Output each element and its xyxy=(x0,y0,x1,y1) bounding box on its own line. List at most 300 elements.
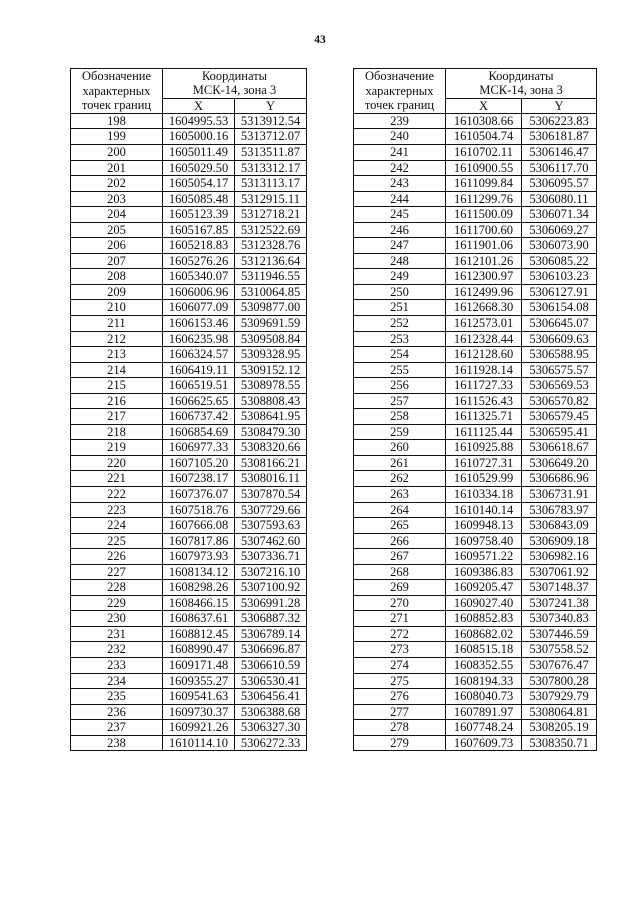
table-row xyxy=(71,176,307,192)
x-coordinate: 1612328.44 xyxy=(446,331,522,347)
y-coordinate: 5308064.81 xyxy=(522,704,597,720)
table-row xyxy=(71,362,307,378)
point-number: 235 xyxy=(71,689,163,705)
point-number: 205 xyxy=(71,222,163,238)
y-coordinate: 5310064.85 xyxy=(235,284,307,300)
y-coordinate: 5313511.87 xyxy=(235,144,307,160)
table-row xyxy=(354,549,597,565)
table-row xyxy=(354,347,597,363)
point-number: 269 xyxy=(354,580,446,596)
y-coordinate: 5309328.95 xyxy=(235,347,307,363)
header-x: X xyxy=(446,98,522,113)
header-point-label: Обозначение xyxy=(354,69,446,84)
table-row xyxy=(354,176,597,192)
header-y: Y xyxy=(522,98,597,113)
x-coordinate: 1608990.47 xyxy=(163,642,235,658)
y-coordinate: 5306789.14 xyxy=(235,626,307,642)
point-number: 247 xyxy=(354,238,446,254)
table-row xyxy=(71,129,307,145)
point-number: 263 xyxy=(354,487,446,503)
x-coordinate: 1612499.96 xyxy=(446,284,522,300)
y-coordinate: 5306843.09 xyxy=(522,518,597,534)
point-number: 231 xyxy=(71,626,163,642)
y-coordinate: 5306991.28 xyxy=(235,595,307,611)
x-coordinate: 1607748.24 xyxy=(446,720,522,736)
table-row xyxy=(354,518,597,534)
x-coordinate: 1605340.07 xyxy=(163,269,235,285)
point-number: 216 xyxy=(71,393,163,409)
y-coordinate: 5307558.52 xyxy=(522,642,597,658)
point-number: 239 xyxy=(354,113,446,129)
x-coordinate: 1612300.97 xyxy=(446,269,522,285)
y-coordinate: 5306080.11 xyxy=(522,191,597,207)
x-coordinate: 1609171.48 xyxy=(163,658,235,674)
x-coordinate: 1606324.57 xyxy=(163,347,235,363)
x-coordinate: 1611901.06 xyxy=(446,238,522,254)
table-row xyxy=(354,689,597,705)
y-coordinate: 5306686.96 xyxy=(522,471,597,487)
y-coordinate: 5312522.69 xyxy=(235,222,307,238)
y-coordinate: 5313712.07 xyxy=(235,129,307,145)
x-coordinate: 1608194.33 xyxy=(446,673,522,689)
x-coordinate: 1607376.07 xyxy=(163,487,235,503)
y-coordinate: 5306610.59 xyxy=(235,658,307,674)
x-coordinate: 1607105.20 xyxy=(163,455,235,471)
table-row xyxy=(71,642,307,658)
y-coordinate: 5308205.19 xyxy=(522,720,597,736)
y-coordinate: 5306645.07 xyxy=(522,316,597,332)
x-coordinate: 1609948.13 xyxy=(446,518,522,534)
table-row xyxy=(71,502,307,518)
x-coordinate: 1609730.37 xyxy=(163,704,235,720)
y-coordinate: 5306103.23 xyxy=(522,269,597,285)
x-coordinate: 1610308.66 xyxy=(446,113,522,129)
table-row xyxy=(71,347,307,363)
table-row xyxy=(71,207,307,223)
point-number: 218 xyxy=(71,424,163,440)
x-coordinate: 1609571.22 xyxy=(446,549,522,565)
x-coordinate: 1605011.49 xyxy=(163,144,235,160)
y-coordinate: 5306388.68 xyxy=(235,704,307,720)
y-coordinate: 5306569.53 xyxy=(522,378,597,394)
header-y: Y xyxy=(235,98,307,113)
y-coordinate: 5308350.71 xyxy=(522,735,597,751)
table-row xyxy=(354,316,597,332)
point-number: 268 xyxy=(354,564,446,580)
y-coordinate: 5306609.63 xyxy=(522,331,597,347)
table-row xyxy=(354,160,597,176)
table-body-right xyxy=(354,113,597,750)
point-number: 259 xyxy=(354,424,446,440)
table-row xyxy=(354,658,597,674)
y-coordinate: 5306595.41 xyxy=(522,424,597,440)
y-coordinate: 5306327.30 xyxy=(235,720,307,736)
header-point-label: Обозначение xyxy=(71,69,163,84)
x-coordinate: 1610702.11 xyxy=(446,144,522,160)
y-coordinate: 5306570.82 xyxy=(522,393,597,409)
x-coordinate: 1610114.10 xyxy=(163,735,235,751)
point-number: 202 xyxy=(71,176,163,192)
point-number: 276 xyxy=(354,689,446,705)
page-number: 43 xyxy=(314,34,326,46)
table-row xyxy=(71,331,307,347)
y-coordinate: 5307340.83 xyxy=(522,611,597,627)
y-coordinate: 5308479.30 xyxy=(235,424,307,440)
x-coordinate: 1607518.76 xyxy=(163,502,235,518)
table-row xyxy=(71,300,307,316)
point-number: 246 xyxy=(354,222,446,238)
table-row xyxy=(354,269,597,285)
point-number: 237 xyxy=(71,720,163,736)
y-coordinate: 5306618.67 xyxy=(522,440,597,456)
x-coordinate: 1611325.71 xyxy=(446,409,522,425)
point-number: 266 xyxy=(354,533,446,549)
y-coordinate: 5306456.41 xyxy=(235,689,307,705)
point-number: 203 xyxy=(71,191,163,207)
point-number: 230 xyxy=(71,611,163,627)
y-coordinate: 5309152.12 xyxy=(235,362,307,378)
table-row xyxy=(354,487,597,503)
y-coordinate: 5313912.54 xyxy=(235,113,307,129)
table-row xyxy=(71,658,307,674)
x-coordinate: 1609758.40 xyxy=(446,533,522,549)
point-number: 213 xyxy=(71,347,163,363)
point-number: 206 xyxy=(71,238,163,254)
table-row xyxy=(71,316,307,332)
table-row xyxy=(71,673,307,689)
y-coordinate: 5311946.55 xyxy=(235,269,307,285)
table-row xyxy=(354,191,597,207)
y-coordinate: 5306887.32 xyxy=(235,611,307,627)
table-row xyxy=(354,253,597,269)
y-coordinate: 5308016.11 xyxy=(235,471,307,487)
x-coordinate: 1606854.69 xyxy=(163,424,235,440)
x-coordinate: 1610727.31 xyxy=(446,455,522,471)
table-row xyxy=(354,331,597,347)
table-row xyxy=(354,735,597,751)
point-number: 236 xyxy=(71,704,163,720)
y-coordinate: 5312718.21 xyxy=(235,207,307,223)
table-row xyxy=(71,735,307,751)
header-x: X xyxy=(163,98,235,113)
point-number: 219 xyxy=(71,440,163,456)
y-coordinate: 5306588.95 xyxy=(522,347,597,363)
y-coordinate: 5307593.63 xyxy=(235,518,307,534)
y-coordinate: 5307462.60 xyxy=(235,533,307,549)
point-number: 251 xyxy=(354,300,446,316)
table-row xyxy=(71,393,307,409)
x-coordinate: 1606077.09 xyxy=(163,300,235,316)
x-coordinate: 1605167.85 xyxy=(163,222,235,238)
table-row xyxy=(71,564,307,580)
x-coordinate: 1608040.73 xyxy=(446,689,522,705)
table-row xyxy=(354,626,597,642)
x-coordinate: 1609027.40 xyxy=(446,595,522,611)
point-number: 258 xyxy=(354,409,446,425)
point-number: 211 xyxy=(71,316,163,332)
header-point-label: характерных xyxy=(354,83,446,98)
x-coordinate: 1605218.83 xyxy=(163,238,235,254)
table-row xyxy=(354,300,597,316)
y-coordinate: 5307800.28 xyxy=(522,673,597,689)
table-row xyxy=(71,284,307,300)
table-row xyxy=(354,393,597,409)
x-coordinate: 1611526.43 xyxy=(446,393,522,409)
x-coordinate: 1607238.17 xyxy=(163,471,235,487)
x-coordinate: 1607666.08 xyxy=(163,518,235,534)
point-number: 221 xyxy=(71,471,163,487)
point-number: 267 xyxy=(354,549,446,565)
y-coordinate: 5307100.92 xyxy=(235,580,307,596)
y-coordinate: 5306530.41 xyxy=(235,673,307,689)
point-number: 271 xyxy=(354,611,446,627)
y-coordinate: 5313312.17 xyxy=(235,160,307,176)
table-row xyxy=(354,440,597,456)
table-row xyxy=(354,378,597,394)
table-row xyxy=(71,533,307,549)
point-number: 200 xyxy=(71,144,163,160)
point-number: 212 xyxy=(71,331,163,347)
x-coordinate: 1608852.83 xyxy=(446,611,522,627)
y-coordinate: 5306696.87 xyxy=(235,642,307,658)
table-row xyxy=(71,409,307,425)
table-row xyxy=(71,487,307,503)
table-row xyxy=(71,253,307,269)
table-row xyxy=(71,580,307,596)
header-point-label: точек границ xyxy=(71,98,163,113)
x-coordinate: 1612101.26 xyxy=(446,253,522,269)
point-number: 225 xyxy=(71,533,163,549)
x-coordinate: 1610140.14 xyxy=(446,502,522,518)
x-coordinate: 1607817.86 xyxy=(163,533,235,549)
point-number: 204 xyxy=(71,207,163,223)
x-coordinate: 1606977.33 xyxy=(163,440,235,456)
point-number: 249 xyxy=(354,269,446,285)
x-coordinate: 1608134.12 xyxy=(163,564,235,580)
x-coordinate: 1607891.97 xyxy=(446,704,522,720)
table-row xyxy=(71,595,307,611)
x-coordinate: 1611125.44 xyxy=(446,424,522,440)
y-coordinate: 5306909.18 xyxy=(522,533,597,549)
point-number: 232 xyxy=(71,642,163,658)
point-number: 250 xyxy=(354,284,446,300)
table-row xyxy=(354,222,597,238)
point-number: 199 xyxy=(71,129,163,145)
point-number: 241 xyxy=(354,144,446,160)
table-row xyxy=(354,564,597,580)
x-coordinate: 1606737.42 xyxy=(163,409,235,425)
point-number: 226 xyxy=(71,549,163,565)
point-number: 255 xyxy=(354,362,446,378)
point-number: 234 xyxy=(71,673,163,689)
point-number: 217 xyxy=(71,409,163,425)
point-number: 210 xyxy=(71,300,163,316)
coordinates-table-left xyxy=(70,68,307,751)
header-coordinates-label: Координаты xyxy=(446,69,597,84)
y-coordinate: 5306073.90 xyxy=(522,238,597,254)
table-row xyxy=(71,160,307,176)
x-coordinate: 1605123.39 xyxy=(163,207,235,223)
point-number: 254 xyxy=(354,347,446,363)
point-number: 208 xyxy=(71,269,163,285)
point-number: 270 xyxy=(354,595,446,611)
table-row xyxy=(354,502,597,518)
y-coordinate: 5308808.43 xyxy=(235,393,307,409)
y-coordinate: 5306272.33 xyxy=(235,735,307,751)
x-coordinate: 1609355.27 xyxy=(163,673,235,689)
point-number: 198 xyxy=(71,113,163,129)
point-number: 228 xyxy=(71,580,163,596)
x-coordinate: 1612573.01 xyxy=(446,316,522,332)
header-system-label: МСК-14, зона 3 xyxy=(446,83,597,98)
table-row xyxy=(354,409,597,425)
table-row xyxy=(71,222,307,238)
y-coordinate: 5306069.27 xyxy=(522,222,597,238)
point-number: 256 xyxy=(354,378,446,394)
table-row xyxy=(71,611,307,627)
x-coordinate: 1610504.74 xyxy=(446,129,522,145)
point-number: 245 xyxy=(354,207,446,223)
table-row xyxy=(354,207,597,223)
y-coordinate: 5307870.54 xyxy=(235,487,307,503)
table-row xyxy=(71,424,307,440)
x-coordinate: 1605029.50 xyxy=(163,160,235,176)
x-coordinate: 1612668.30 xyxy=(446,300,522,316)
y-coordinate: 5309508.84 xyxy=(235,331,307,347)
x-coordinate: 1608682.02 xyxy=(446,626,522,642)
table-row xyxy=(71,238,307,254)
table-row xyxy=(71,378,307,394)
x-coordinate: 1606006.96 xyxy=(163,284,235,300)
table-row xyxy=(354,129,597,145)
y-coordinate: 5312136.64 xyxy=(235,253,307,269)
point-number: 279 xyxy=(354,735,446,751)
x-coordinate: 1606519.51 xyxy=(163,378,235,394)
point-number: 233 xyxy=(71,658,163,674)
x-coordinate: 1604995.53 xyxy=(163,113,235,129)
point-number: 278 xyxy=(354,720,446,736)
point-number: 252 xyxy=(354,316,446,332)
table-row xyxy=(71,704,307,720)
point-number: 242 xyxy=(354,160,446,176)
y-coordinate: 5307336.71 xyxy=(235,549,307,565)
coordinates-table-right xyxy=(353,68,597,751)
table-row xyxy=(354,471,597,487)
point-number: 209 xyxy=(71,284,163,300)
x-coordinate: 1611500.09 xyxy=(446,207,522,223)
point-number: 260 xyxy=(354,440,446,456)
point-number: 223 xyxy=(71,502,163,518)
y-coordinate: 5306731.91 xyxy=(522,487,597,503)
x-coordinate: 1606625.65 xyxy=(163,393,235,409)
table-row xyxy=(71,549,307,565)
point-number: 277 xyxy=(354,704,446,720)
y-coordinate: 5307929.79 xyxy=(522,689,597,705)
table-row xyxy=(354,611,597,627)
x-coordinate: 1610925.88 xyxy=(446,440,522,456)
point-number: 222 xyxy=(71,487,163,503)
table-row xyxy=(354,362,597,378)
point-number: 224 xyxy=(71,518,163,534)
table-row xyxy=(354,144,597,160)
y-coordinate: 5307241.38 xyxy=(522,595,597,611)
table-row xyxy=(71,455,307,471)
y-coordinate: 5312915.11 xyxy=(235,191,307,207)
point-number: 227 xyxy=(71,564,163,580)
x-coordinate: 1608298.26 xyxy=(163,580,235,596)
table-row xyxy=(71,191,307,207)
point-number: 265 xyxy=(354,518,446,534)
x-coordinate: 1608352.55 xyxy=(446,658,522,674)
header-coordinates-label: Координаты xyxy=(163,69,307,84)
point-number: 272 xyxy=(354,626,446,642)
y-coordinate: 5306154.08 xyxy=(522,300,597,316)
table-row xyxy=(71,440,307,456)
table-row xyxy=(354,455,597,471)
y-coordinate: 5306579.45 xyxy=(522,409,597,425)
point-number: 238 xyxy=(71,735,163,751)
x-coordinate: 1605000.16 xyxy=(163,129,235,145)
x-coordinate: 1606419.11 xyxy=(163,362,235,378)
y-coordinate: 5306071.34 xyxy=(522,207,597,223)
x-coordinate: 1608515.18 xyxy=(446,642,522,658)
table-row xyxy=(354,704,597,720)
point-number: 201 xyxy=(71,160,163,176)
table-row xyxy=(354,284,597,300)
point-number: 243 xyxy=(354,176,446,192)
y-coordinate: 5307061.92 xyxy=(522,564,597,580)
y-coordinate: 5306783.97 xyxy=(522,502,597,518)
y-coordinate: 5306223.83 xyxy=(522,113,597,129)
y-coordinate: 5308978.55 xyxy=(235,378,307,394)
x-coordinate: 1610529.99 xyxy=(446,471,522,487)
y-coordinate: 5307148.37 xyxy=(522,580,597,596)
x-coordinate: 1607609.73 xyxy=(446,735,522,751)
y-coordinate: 5306575.57 xyxy=(522,362,597,378)
table-row xyxy=(71,518,307,534)
x-coordinate: 1606153.46 xyxy=(163,316,235,332)
point-number: 244 xyxy=(354,191,446,207)
point-number: 248 xyxy=(354,253,446,269)
x-coordinate: 1608637.61 xyxy=(163,611,235,627)
table-row xyxy=(354,595,597,611)
point-number: 240 xyxy=(354,129,446,145)
y-coordinate: 5307446.59 xyxy=(522,626,597,642)
table-row xyxy=(354,673,597,689)
x-coordinate: 1607973.93 xyxy=(163,549,235,565)
header-point-label: характерных xyxy=(71,83,163,98)
y-coordinate: 5307676.47 xyxy=(522,658,597,674)
x-coordinate: 1606235.98 xyxy=(163,331,235,347)
table-row xyxy=(354,238,597,254)
table-row xyxy=(354,533,597,549)
y-coordinate: 5307216.10 xyxy=(235,564,307,580)
y-coordinate: 5308166.21 xyxy=(235,455,307,471)
table-row xyxy=(71,689,307,705)
y-coordinate: 5306181.87 xyxy=(522,129,597,145)
point-number: 275 xyxy=(354,673,446,689)
x-coordinate: 1611299.76 xyxy=(446,191,522,207)
x-coordinate: 1611700.60 xyxy=(446,222,522,238)
y-coordinate: 5306649.20 xyxy=(522,455,597,471)
y-coordinate: 5313113.17 xyxy=(235,176,307,192)
x-coordinate: 1605085.48 xyxy=(163,191,235,207)
x-coordinate: 1605276.26 xyxy=(163,253,235,269)
table-body-left xyxy=(71,113,307,750)
y-coordinate: 5306117.70 xyxy=(522,160,597,176)
y-coordinate: 5306127.91 xyxy=(522,284,597,300)
y-coordinate: 5309877.00 xyxy=(235,300,307,316)
